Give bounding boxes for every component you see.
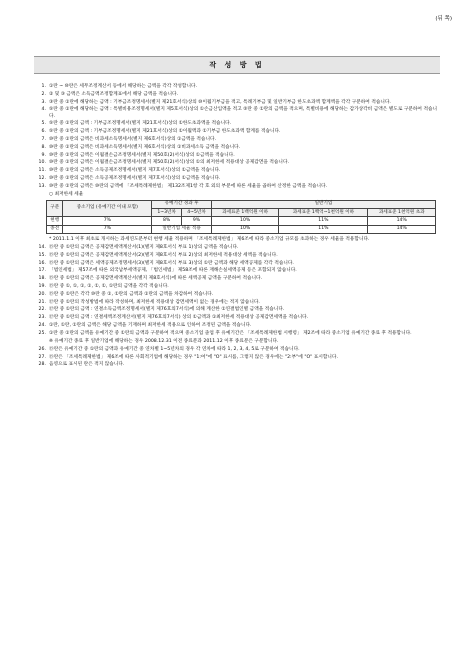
instruction-number: 14.: [38, 244, 46, 250]
instruction-number: 19.: [38, 283, 46, 289]
table-cell: 7%: [63, 217, 152, 225]
instruction-item: [34, 107, 440, 119]
table-cell: 9%: [182, 217, 212, 225]
instruction-item: [34, 160, 440, 166]
instruction-item: [34, 276, 440, 282]
instruction-number: 13.: [38, 183, 46, 189]
note-25: ※ 유예기간 종료 후 일반기업에 해당하는 경우 2008.12.31 이전 종료분과 2011.12 이후 종료분은 구분합니다.: [49, 338, 279, 344]
instruction-text: 음영으로 표시된 란은 적지 않습니다.: [49, 362, 125, 368]
instruction-item: [34, 245, 440, 251]
instruction-text: ⑩란 중 ①란의 금액은 소득공제조정명세서(별지 제7호서식)상의 ①금액을 적습니다.: [49, 168, 221, 174]
instruction-list-b: [34, 245, 440, 337]
instruction-text: ⑮란 중 ①란의 금액은 공제감면세액계산서(1)(별지 제8호서식 부표 1)상의 금액을 적습니다.: [49, 244, 239, 250]
instruction-number: 25.: [38, 330, 46, 336]
instruction-number: 9.: [41, 152, 46, 158]
table-cell: 11%: [279, 225, 368, 233]
instruction-text: ⑰란 중 ①란의 금액 : 연결세액조정계산서(별지 제76호의7서식) 상의 ①금액과 ①최저한세 적용대상 공제감면세액을 적습니다.: [49, 315, 309, 321]
table-cell: 11%: [279, 217, 368, 225]
col-header-10b-100b: 과세표준 1백억~1천억원 이하: [279, 209, 368, 217]
col-header-general-group: 일반기업: [211, 200, 435, 208]
table-cell: 10%: [211, 217, 278, 225]
instruction-text: ⑤란 중 ①란의 금액 : 기부금조정명세서(별지 제21호서식)상의 ①한도초과액을 적습니다.: [49, 121, 232, 127]
instructions-body: [34, 84, 440, 370]
page-side-label: (뒤 쪽): [435, 16, 452, 22]
instruction-text: ⑤란 중 ①란의 금액 : 기부금조정명세서(별지 제21호서식)상의 ①이월액과 ①기부금 한도초과액 합계를 적습니다.: [49, 129, 281, 135]
instruction-number: 28.: [38, 362, 46, 368]
instruction-item: [34, 92, 440, 98]
instruction-item: [34, 145, 440, 151]
instruction-number: 8.: [41, 144, 46, 150]
instruction-text: ⑩란 중 ①란의 금액은 소득공제조정명세서(별지 제7호서식)상의 ①금액을 적습니다.: [49, 175, 221, 181]
rate-bullet: ○ 최저한세 세율: [49, 191, 84, 197]
instruction-item: [34, 307, 440, 313]
col-header-sme: 중소기업 (유예기간 이내 포함): [63, 200, 152, 217]
instruction-item: [34, 355, 440, 361]
instruction-item: [34, 323, 440, 329]
instruction-text: ③란 중 ①란에 해당하는 금액 : 기부금조정명세서(별지 제21호서식)상의 ⑩이월기부금을 적고, 특례기부금 및 일반기부금 한도초과액 합계액을 각각 구분하여 적습니다.: [49, 99, 391, 105]
instruction-number: 22.: [38, 307, 46, 313]
instruction-text: ⑰란 중 ①란의 작성방법에 따라 작성하며, 최저한세 적용대상 감면세액이 없는 경우에는 적지 않습니다.: [49, 299, 260, 305]
instruction-number: 1.: [41, 84, 46, 89]
instruction-item: [34, 100, 440, 106]
instruction-text: ⑩란 중 ①란의 금액은 이월결손금조정명세서(별지 제50호(2)서식)상의 ①금액을 적습니다.: [49, 152, 235, 158]
instruction-list-c: [34, 347, 440, 369]
instruction-item: [34, 153, 440, 159]
col-header-over-100b: 과세표준 1천억원 초과: [368, 209, 436, 217]
instruction-text: ①란 중 ①란의 금액을 유예기간 중 ①란의 금액과 구분하여 적으며 중소기업 졸업 후 유예기간은 「조세특례제한법 시행령」 제2조에 따라 중소기업 유예기간 종료 후 적용합니다.: [49, 330, 412, 336]
instruction-number: 2.: [41, 91, 46, 97]
instruction-text: ⑮란 중 ①란의 금액은 공제감면세액계산서(별지 제8호서식)에 따른 세액공제 금액을 구분하여 적습니다.: [49, 276, 263, 282]
col-header-under-10b: 과세표준 1백억원 이하: [211, 209, 278, 217]
instruction-number: 23.: [38, 315, 46, 321]
col-header-category: 구분: [47, 200, 63, 217]
instruction-number: 26.: [38, 346, 46, 352]
table-cell: 14%: [368, 225, 436, 233]
table-cell: 8%: [152, 217, 182, 225]
instruction-item: [34, 292, 440, 298]
instruction-text: ⑰란 중 ①란의 금액 : 연결소득금액조정명세서(별지 제76호의7서식)에 의해 계산한 ①연결법인별 금액을 적습니다.: [49, 307, 285, 313]
instruction-item: [34, 315, 440, 321]
instruction-item: [34, 168, 440, 174]
instruction-number: 27.: [38, 354, 46, 360]
instruction-item: [34, 184, 440, 190]
instruction-number: 5.: [41, 121, 46, 127]
table-cell: 10%: [211, 225, 278, 233]
instruction-text: ⑩란 중 ①란의 금액은 ⑩란의 금액에 「조세특례제한법」 제132조제1항 각 호 외의 부분에 따른 세율을 곱하여 산정한 금액을 적습니다.: [49, 183, 328, 189]
instruction-number: 21.: [38, 299, 46, 305]
col-header-year1-3: 1~3년차: [152, 209, 182, 217]
instruction-item: [34, 176, 440, 182]
instruction-number: 3.: [41, 99, 46, 105]
table-cell: 7%: [63, 225, 152, 233]
instruction-number: 6.: [41, 129, 46, 135]
instruction-item: [34, 347, 440, 353]
instruction-item: [34, 137, 440, 143]
instruction-text: ⑮란 중 ①란은 각각 ⑩란 중 ①, ①란의 금액과 ①란의 금액을 차감하여 적습니다.: [49, 291, 214, 297]
instruction-number: 4.: [41, 107, 46, 113]
instruction-item: [34, 268, 440, 274]
instruction-number: 17.: [38, 268, 46, 274]
col-header-grace-group: 유예기간 경과 후: [152, 200, 212, 208]
rate-footnote: * 2011.1.1 이후 최초로 개시하는 과세연도분부터 현행 세율 적용하며 「조세특례제한법」 제6조에 따라 중소기업 규모를 초과하는 경우 세율을 적용합니다.: [49, 236, 370, 242]
instruction-number: 11.: [38, 168, 46, 174]
instruction-item: [34, 300, 440, 306]
section-title: 작 성 방 법: [209, 61, 265, 69]
instruction-text: ⑮란 중 ①란의 금액은 공제감면세액계산서(2)(별지 제8호서식 부표 2)상의 최저한세 적용대상 세액을 적습니다.: [49, 252, 278, 258]
instruction-text: ①란 ~ ⑩란은 세무조정계산서 등에서 해당하는 금액을 각각 작성합니다.: [49, 84, 198, 89]
instruction-item: [34, 362, 440, 368]
instruction-text: ⑩란 중 ①란의 금액은 비과세소득명세서(별지 제6호서식)상의 ①금액을 적습니다.: [49, 136, 217, 142]
instruction-number: 20.: [38, 291, 46, 297]
instruction-item: [34, 253, 440, 259]
instruction-text: ⑮란은 유예기간 중 ①란의 금액과 유예기간 중 연차별 1~5년차의 경우 각 연차에 따라 1, 2, 3, 4, 5로 구분하여 적습니다.: [49, 346, 300, 352]
instruction-number: 12.: [38, 175, 46, 181]
instruction-text: 「법인세법」 제57조에 따른 외국납부세액공제, 「법인세법」 제58조에 따른 재해손실세액공제 등은 포함되지 않습니다.: [49, 268, 297, 274]
instruction-item: [34, 284, 440, 290]
instruction-number: 15.: [38, 252, 46, 258]
instruction-number: 16.: [38, 260, 46, 266]
instruction-number: 10.: [38, 160, 46, 166]
section-title-bar: [34, 56, 440, 74]
instruction-list-a: [34, 84, 440, 190]
instruction-item: [34, 331, 440, 337]
instruction-text: ⑩란 중 ①란의 금액은 이월결손금조정명세서(별지 제50호(2)서식)상의 ①의 최저한세 적용대상 공제감면을 적습니다.: [49, 160, 289, 166]
instruction-item: [34, 121, 440, 127]
table-cell: 종전: [47, 225, 63, 233]
instruction-text: ①란, ①란, ①란의 금액은 해당 금액을 기재하며 최저한세 적용으로 인하여 조정된 금액을 적습니다.: [49, 322, 252, 328]
table-cell: 일반기업 세율 적용: [152, 225, 212, 233]
instruction-item: [34, 84, 440, 90]
instruction-text: ② 및 ③ 금액은 소득금액조정합계표에서 해당 금액을 적습니다.: [49, 91, 179, 97]
table-row: [47, 217, 436, 225]
table-row: [47, 225, 436, 233]
instruction-text: ⑩란 중 ①란의 금액은 비과세소득명세서(별지 제6호서식)상의 ①비과세소득 금액을 적습니다.: [49, 144, 241, 150]
col-header-year4-5: 4~5년차: [182, 209, 212, 217]
instruction-item: [34, 129, 440, 135]
instruction-text: ⑮란 중 ①란의 금액은 세액공제조정명세서(3)(별지 제8호서식 부표 3)상의 ①란 금액과 해당 세액공제를 각각 적습니다.: [49, 260, 294, 266]
min-tax-rate-table: [46, 200, 436, 234]
instruction-number: 18.: [38, 276, 46, 282]
instruction-text: ⑮란은 「조세특례제한법」 제6조에 따른 사회적기업에 해당하는 경우 "1:여"에 "O" 표시를, 그렇지 않은 경우에는 "2:부"에 "O" 표시합니다.: [49, 354, 338, 360]
instruction-item: [34, 261, 440, 267]
table-cell: 14%: [368, 217, 436, 225]
instruction-number: 24.: [38, 322, 46, 328]
instruction-text: ⑤란 중 ①란에 해당하는 금액 : 특별비용조정명세서(별지 제5호서식)상의 ①손금산입액을 적고 ⑤란 중 ①란의 금액을 적으며, 특별비용에 해당하는 감가상각비 금액은 별도로 구분하여 적습니다.: [49, 107, 438, 119]
table-cell: 현행: [47, 217, 63, 225]
instruction-number: 7.: [41, 136, 46, 142]
instruction-text: ⑮란 중 ①, ①, ①, ①, ①, ①, ①란의 금액을 각각 적습니다.: [49, 283, 169, 289]
